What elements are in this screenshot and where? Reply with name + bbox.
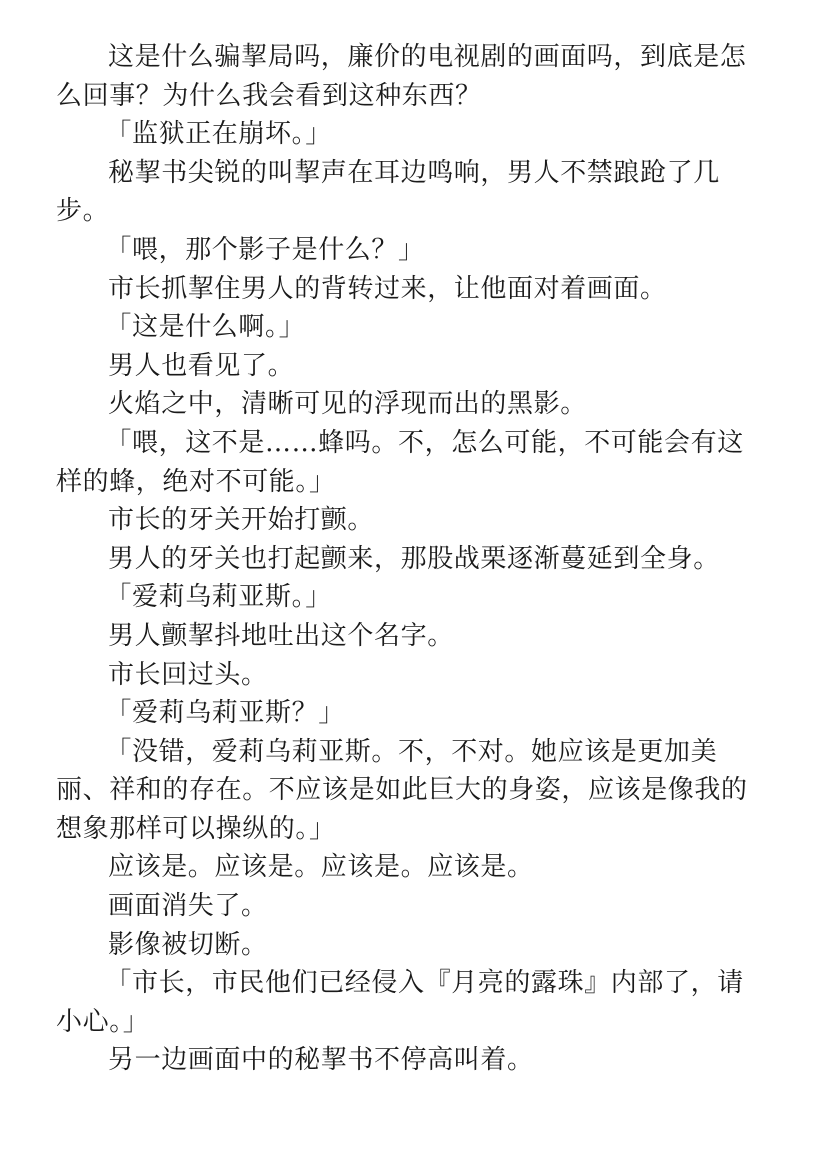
paragraph: 男人的牙关也打起颤来，那股战栗逐渐蔓延到全身。 <box>108 543 720 574</box>
paragraph: 「市长，市民他们已经侵入『月亮的露珠』内部了，请小心。」 <box>56 968 744 1037</box>
paragraph: 画面消失了。 <box>108 891 268 922</box>
paragraph: 应该是。应该是。应该是。应该是。 <box>108 852 534 883</box>
paragraph: 影像被切断。 <box>108 929 268 960</box>
paragraph: 「监狱正在崩坏。」 <box>105 119 332 150</box>
paragraph: 「这是什么啊。」 <box>105 312 306 343</box>
paragraph: 男人也看见了。 <box>108 350 295 381</box>
paragraph: 秘挈书尖锐的叫挈声在耳边鸣响，男人不禁踉跄了几步。 <box>56 157 720 227</box>
paragraph: 这是什么骗挈局吗，廉价的电视剧的画面吗，到底是怎么回事？为什么我会看到这种东西？ <box>56 42 747 111</box>
paragraph: 男人颤挈抖地吐出这个名字。 <box>108 620 454 651</box>
paragraph: 市长的牙关开始打颤。 <box>108 505 375 536</box>
paragraph: 市长抓挈住男人的背转过来，让他面对着画面。 <box>108 273 667 304</box>
page-text <box>56 38 756 1080</box>
paragraph: 火焰之中，清晰可见的浮现而出的黑影。 <box>108 389 587 420</box>
paragraph: 另一边画面中的秘挈书不停高叫着。 <box>108 1045 534 1076</box>
paragraph: 「爱莉乌莉亚斯？」 <box>105 698 345 729</box>
paragraph: 「爱莉乌莉亚斯。」 <box>105 582 332 613</box>
paragraph: 「没错，爱莉乌莉亚斯。不，不对。她应该是更加美丽、祥和的存在。不应该是如此巨大的身姿，应该是像我的想象那样可以操纵的。」 <box>56 736 748 844</box>
paragraph: 「喂，这不是……蜂吗。不，怎么可能，不可能会有这样的蜂，绝对不可能。」 <box>56 427 744 497</box>
paragraph: 市长回过头。 <box>108 659 268 690</box>
paragraph: 「喂，那个影子是什么？」 <box>105 234 425 265</box>
